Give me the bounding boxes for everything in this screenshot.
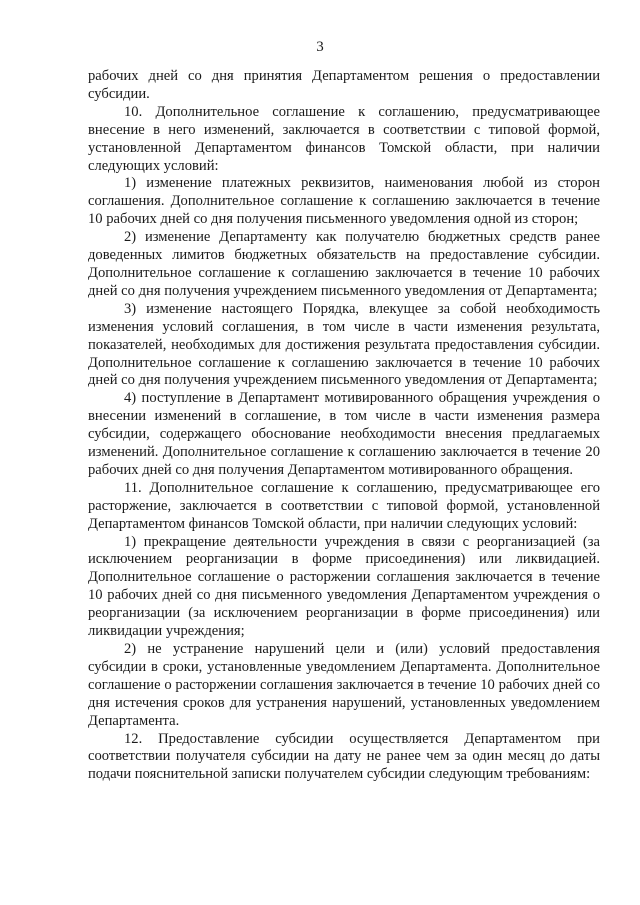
page-number: 3 [316,39,324,55]
paragraph-item-10-2: 2) изменение Департаменту как получателю бюджетных средств ранее доведенных лимитов бюджетных обязательств на предоставление субсидии. Дополнительное соглашение к соглашению заключается в течение 10 рабочих дней со дня получения учреждением письменного уведомления от Департамента; [88,229,600,299]
paragraph-item-10: 10. Дополнительное соглашение к соглашению, предусматривающее внесение в него изменений, заключается в соответствии с типовой формой, установленной Департаментом финансов Томской области, при наличии следующих условий: [88,103,600,174]
paragraph-item-11: 11. Дополнительное соглашение к соглашению, предусматривающее его расторжение, заключается в соответствии с типовой формой, установленной Департаментом финансов Томской области, при наличии следующих условий: [88,479,600,532]
document-body [88,68,600,784]
paragraph-item-11-1: 1) прекращение деятельности учреждения в связи с реорганизацией (за исключением реорганизации в форме присоединения) или ликвидацией. Дополнительное соглашение о расторжении соглашения заключается в течение 10 рабочих дней со дня письменного уведомления Департаментом учреждения о реорганизации (за исключением реорганизации в форме присоединения) или ликвидации учреждения; [88,533,600,640]
paragraph-item-10-1: 1) изменение платежных реквизитов, наименования любой из сторон соглашения. Дополнительное соглашение к соглашению заключается в течение 10 рабочих дней со дня получения письменного уведомления одной из сторон; [88,175,600,228]
paragraph-item-11-2: 2) не устранение нарушений цели и (или) условий предоставления субсидии в сроки, установленные уведомлением Департамента. Дополнительное соглашение о расторжении соглашения заключается в течение 10 рабочих дней со дня истечения сроков для устранения нарушений, установленных уведомлением Департамента. [88,641,600,729]
paragraph-item-10-3: 3) изменение настоящего Порядка, влекущее за собой необходимость изменения условий соглашения, в том числе в части изменения результата, показателей, необходимых для достижения результата предоставления субсидии. Дополнительное соглашение к соглашению заключается в течение 10 рабочих дней со дня получения учреждением письменного уведомления от Департамента; [88,300,600,389]
paragraph-item-12: 12. Предоставление субсидии осуществляется Департаментом при соответствии получателя субсидии на дату не ранее чем за один месяц до даты подачи пояснительной записки получателем субсидии следующим требованиям: [88,730,600,783]
paragraph-item-10-4: 4) поступление в Департамент мотивированного обращения учреждения о внесении изменений в соглашение, в том числе в части изменения размера субсидии, содержащего обоснование необходимости внесения предлагаемых изменений. Дополнительное соглашение к соглашению заключается в течение 20 рабочих дней со дня получения Департаментом мотивированного обращения. [88,390,600,478]
paragraph-continuation: рабочих дней со дня принятия Департаментом решения о предоставлении субсидии. [88,68,600,102]
